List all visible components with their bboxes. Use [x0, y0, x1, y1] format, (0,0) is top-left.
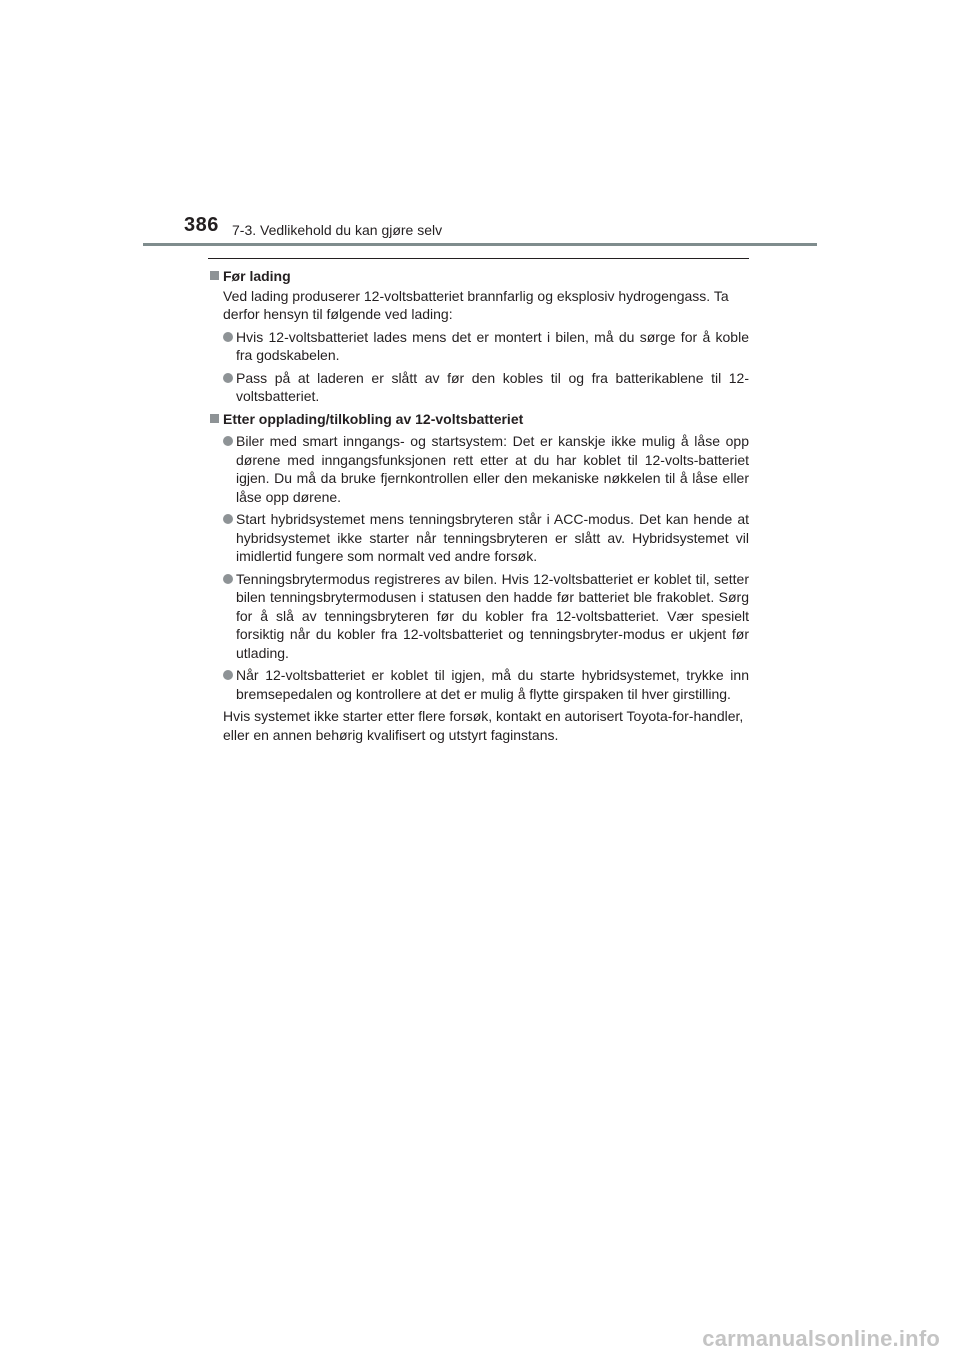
intro-paragraph: Ved lading produserer 12-voltsbatteriet brannfarlig og eksplosiv hydrogengass. Ta derfor hensyn til følgende ved lading: [223, 287, 729, 322]
heading-after-charging [208, 410, 749, 429]
list-item-text: Når 12-voltsbatteriet er koblet til igjen, må du starte hybridsystemet, trykke inn bremsepedalen og kontrollere at det er mulig å flytte girspaken til hver girstilling. [236, 667, 749, 702]
heading-before-charging [208, 267, 749, 286]
heading-text: Før lading [223, 268, 291, 284]
list-item [208, 328, 749, 365]
page-number: 386 [184, 214, 219, 236]
page-header [0, 0, 960, 250]
page-footer [0, 1318, 960, 1358]
list-item [208, 369, 749, 406]
list-item-text: Pass på at laderen er slått av før den kobles til og fra batterikablene til 12-voltsbatteriet. [236, 369, 749, 404]
square-bullet-icon [210, 414, 219, 423]
watermark: carmanualsonline.info [702, 1326, 940, 1351]
square-bullet-icon [210, 271, 219, 280]
list-item [208, 666, 749, 703]
list-item-text: Start hybridsystemet mens tenningsbryteren står i ACC-modus. Det kan hende at hybridsystemet ikke starter når tenningsbryteren er slått av. Hybridsystemet vil imidlertid fungere som normalt ved andre forsøk. [236, 511, 749, 564]
heading-text: Etter opplading/tilkobling av 12-voltsbatteriet [223, 410, 524, 427]
circle-bullet-icon [223, 514, 233, 524]
header-rule [143, 243, 817, 246]
section-title: 7-3. Vedlikehold du kan gjøre selv [232, 222, 443, 238]
circle-bullet-icon [223, 436, 233, 446]
list-item-text: Biler med smart inngangs- og startsystem: Det er kanskje ikke mulig å låse opp dørene med inngangsfunksjonen rett etter at du har koblet til 12-volts-batteriet igjen. Du må da bruke fjernkontrollen eller den mekaniske nøkkelen til å låse eller låse opp dørene. [236, 433, 749, 505]
closing-paragraph: Hvis systemet ikke starter etter flere forsøk, kontakt en autorisert Toyota-for-handler, eller en annen behørig kvalifisert og utstyrt faginstans. [223, 708, 744, 743]
list-item-text: Hvis 12-voltsbatteriet lades mens det er montert i bilen, må du sørge for å koble fra godskabelen. [236, 328, 749, 363]
list-item-text: Tenningsbrytermodus registreres av bilen. Hvis 12-voltsbatteriet er koblet til, setter bilen tenningsbrytermodusen i statusen den hadde før batteriet ble frakoblet. Sørg for å slå av tenningsbryteren før du kobler fra 12-voltsbatteriet. Vær spesielt forsiktig når du kobler fra 12-voltsbatteriet og tenningsbryter-modus er ukjent før utlading. [236, 570, 749, 661]
circle-bullet-icon [223, 670, 233, 680]
circle-bullet-icon [223, 373, 233, 383]
main-content [208, 258, 749, 744]
list-item [208, 570, 749, 663]
list-item [208, 510, 749, 566]
circle-bullet-icon [223, 574, 233, 584]
circle-bullet-icon [223, 332, 233, 342]
list-item [208, 432, 749, 506]
